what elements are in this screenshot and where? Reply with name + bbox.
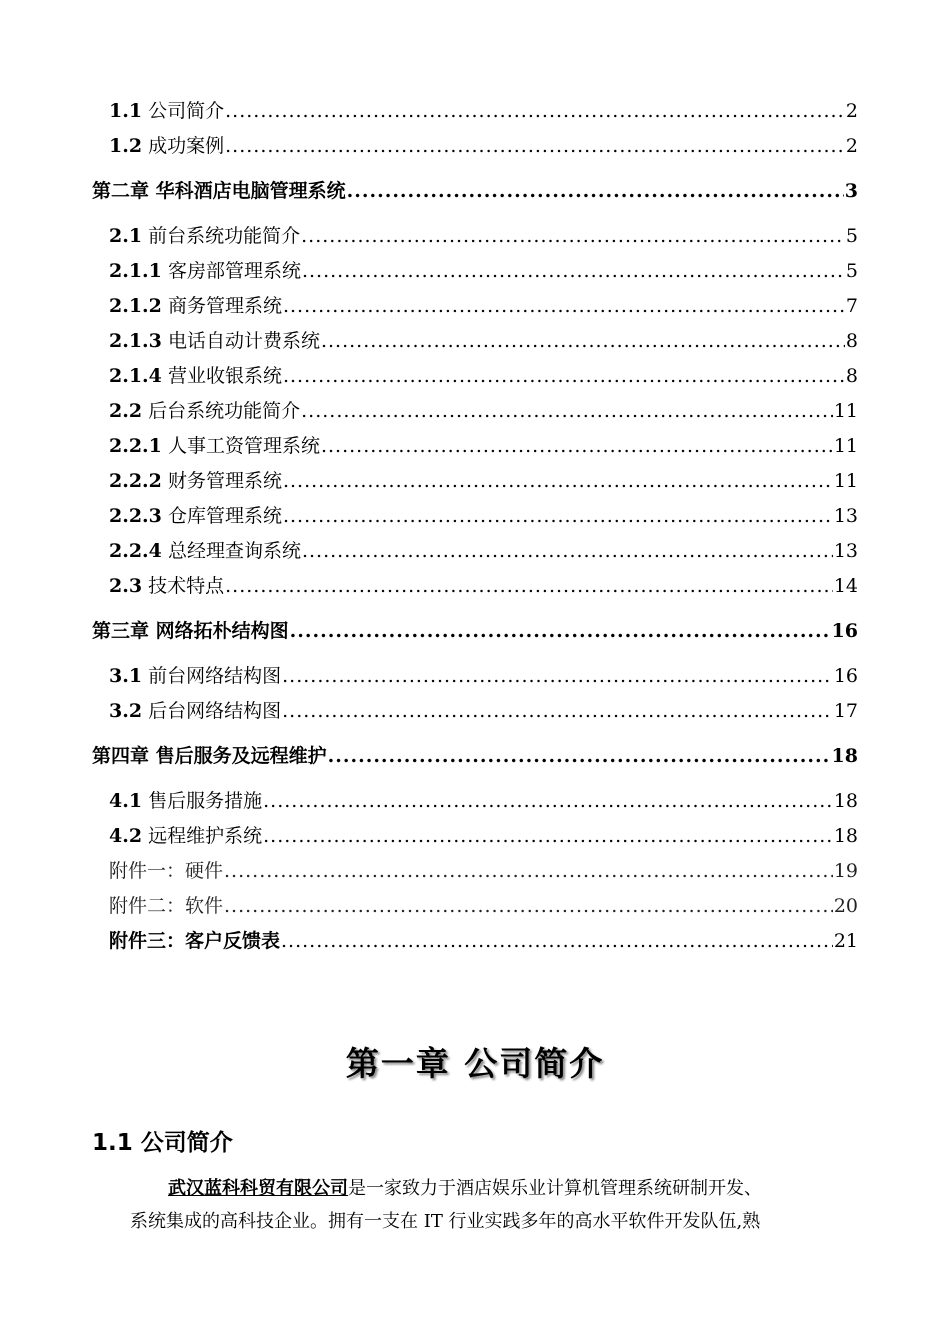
toc-entry[interactable] bbox=[109, 134, 858, 158]
toc-entry[interactable] bbox=[109, 224, 858, 248]
toc-entry[interactable] bbox=[109, 434, 858, 458]
toc-label: 第二章 华科酒店电脑管理系统 bbox=[92, 180, 346, 202]
toc-entry[interactable] bbox=[109, 699, 858, 723]
toc-appendix-entry[interactable] bbox=[109, 929, 858, 953]
toc-leader bbox=[225, 134, 845, 158]
toc-leader bbox=[224, 894, 833, 918]
toc-leader bbox=[263, 789, 833, 813]
toc-leader bbox=[321, 329, 845, 353]
toc-appendix-entry[interactable] bbox=[109, 859, 858, 883]
toc-page-number: 17 bbox=[833, 700, 858, 722]
toc-number: 4.1 bbox=[109, 790, 143, 812]
toc-entry[interactable] bbox=[109, 259, 858, 283]
toc-entry[interactable] bbox=[109, 364, 858, 388]
toc-leader bbox=[301, 399, 833, 423]
paragraph-text: 是一家致力于酒店娱乐业计算机管理系统研制开发、 bbox=[348, 1178, 762, 1199]
toc-number: 2.2.1 bbox=[109, 435, 162, 457]
company-link[interactable]: 武汉蓝科科贸有限公司 bbox=[168, 1178, 348, 1199]
toc-label: 附件三：客户反馈表 bbox=[109, 930, 281, 952]
toc-page-number: 18 bbox=[831, 745, 858, 767]
toc-page-number: 11 bbox=[833, 470, 858, 492]
toc-leader bbox=[283, 504, 833, 528]
toc-entry[interactable] bbox=[109, 294, 858, 318]
section-heading: 1.1 公司简介 bbox=[92, 1130, 233, 1156]
toc-leader bbox=[225, 574, 833, 598]
toc-label: 仓库管理系统 bbox=[167, 505, 282, 527]
toc-number: 2.1.4 bbox=[109, 365, 162, 387]
toc-entry[interactable] bbox=[109, 539, 858, 563]
toc-number: 1.1 bbox=[109, 100, 143, 122]
toc-label: 技术特点 bbox=[148, 575, 225, 597]
paragraph-line bbox=[130, 1172, 860, 1205]
toc-leader bbox=[321, 434, 833, 458]
toc-leader bbox=[281, 929, 833, 953]
toc-label: 附件一：硬件 bbox=[109, 860, 224, 882]
toc-chapter-entry[interactable] bbox=[92, 179, 858, 203]
toc-leader bbox=[282, 699, 833, 723]
toc-chapter-entry[interactable] bbox=[92, 744, 858, 768]
toc-entry[interactable] bbox=[109, 574, 858, 598]
toc-page-number: 11 bbox=[833, 435, 858, 457]
toc-number: 2.1.1 bbox=[109, 260, 162, 282]
toc-leader bbox=[224, 859, 833, 883]
toc-entry[interactable] bbox=[109, 469, 858, 493]
toc-label: 电话自动计费系统 bbox=[167, 330, 320, 352]
toc-appendix-entry[interactable] bbox=[109, 894, 858, 918]
toc-entry[interactable] bbox=[109, 789, 858, 813]
toc-entry[interactable] bbox=[109, 504, 858, 528]
toc-leader bbox=[328, 744, 831, 768]
toc-leader bbox=[302, 539, 833, 563]
toc-label: 售后服务措施 bbox=[148, 790, 263, 812]
toc-label: 营业收银系统 bbox=[167, 365, 282, 387]
toc-leader bbox=[302, 259, 845, 283]
toc-number: 3.2 bbox=[109, 700, 143, 722]
toc-number: 2.1.3 bbox=[109, 330, 162, 352]
toc-label: 公司简介 bbox=[148, 100, 225, 122]
toc-page-number: 5 bbox=[845, 260, 858, 282]
toc-leader bbox=[290, 619, 831, 643]
toc-number: 2.1.2 bbox=[109, 295, 162, 317]
body-paragraph bbox=[130, 1172, 860, 1238]
toc-leader bbox=[283, 469, 833, 493]
toc-number: 3.1 bbox=[109, 665, 143, 687]
toc-page-number: 11 bbox=[833, 400, 858, 422]
toc-number: 2.3 bbox=[109, 575, 143, 597]
toc-label: 第三章 网络拓朴结构图 bbox=[92, 620, 289, 642]
toc-page-number: 13 bbox=[833, 540, 858, 562]
toc-leader bbox=[283, 294, 845, 318]
toc-leader bbox=[263, 824, 833, 848]
toc-label: 第四章 售后服务及远程维护 bbox=[92, 745, 327, 767]
toc-label: 后台网络结构图 bbox=[148, 700, 282, 722]
chapter-title: 第一章 公司简介 bbox=[345, 1044, 605, 1083]
toc-page-number: 13 bbox=[833, 505, 858, 527]
toc-page-number: 16 bbox=[831, 620, 858, 642]
toc-entry[interactable] bbox=[109, 399, 858, 423]
toc-label: 后台系统功能简介 bbox=[148, 400, 301, 422]
toc-page-number: 7 bbox=[845, 295, 858, 317]
paragraph-line: 系统集成的高科技企业。拥有一支在 IT 行业实践多年的高水平软件开发队伍,熟 bbox=[130, 1211, 761, 1232]
toc-label: 财务管理系统 bbox=[167, 470, 282, 492]
toc-page-number: 18 bbox=[833, 790, 858, 812]
toc-leader bbox=[301, 224, 845, 248]
toc-page-number: 2 bbox=[845, 135, 858, 157]
toc-page-number: 5 bbox=[845, 225, 858, 247]
toc-number: 2.1 bbox=[109, 225, 143, 247]
toc-page-number: 19 bbox=[833, 860, 858, 882]
toc-chapter-entry[interactable] bbox=[92, 619, 858, 643]
toc-leader bbox=[347, 179, 844, 203]
toc-entry[interactable] bbox=[109, 329, 858, 353]
toc-leader bbox=[283, 364, 845, 388]
toc-leader bbox=[282, 664, 833, 688]
toc-number: 2.2.3 bbox=[109, 505, 162, 527]
toc-leader bbox=[225, 99, 845, 123]
toc-number: 2.2.4 bbox=[109, 540, 162, 562]
toc-label: 前台网络结构图 bbox=[148, 665, 282, 687]
toc-page-number: 8 bbox=[845, 330, 858, 352]
toc-page-number: 14 bbox=[833, 575, 858, 597]
toc-number: 4.2 bbox=[109, 825, 143, 847]
toc-label: 客房部管理系统 bbox=[167, 260, 301, 282]
toc-page-number: 2 bbox=[845, 100, 858, 122]
toc-page-number: 3 bbox=[844, 180, 858, 202]
toc-number: 2.2 bbox=[109, 400, 143, 422]
toc-entry[interactable] bbox=[109, 824, 858, 848]
toc-page-number: 8 bbox=[845, 365, 858, 387]
toc-label: 商务管理系统 bbox=[167, 295, 282, 317]
toc-page-number: 21 bbox=[833, 930, 858, 952]
toc-page-number: 16 bbox=[833, 665, 858, 687]
toc-page-number: 18 bbox=[833, 825, 858, 847]
toc-label: 前台系统功能简介 bbox=[148, 225, 301, 247]
toc-label: 总经理查询系统 bbox=[167, 540, 301, 562]
toc-label: 人事工资管理系统 bbox=[167, 435, 320, 457]
toc-label: 成功案例 bbox=[148, 135, 225, 157]
toc-page-number: 20 bbox=[833, 895, 858, 917]
toc-number: 1.2 bbox=[109, 135, 143, 157]
toc-entry[interactable] bbox=[109, 99, 858, 123]
toc-label: 附件二：软件 bbox=[109, 895, 224, 917]
toc-entry[interactable] bbox=[109, 664, 858, 688]
toc-label: 远程维护系统 bbox=[148, 825, 263, 847]
toc-number: 2.2.2 bbox=[109, 470, 162, 492]
